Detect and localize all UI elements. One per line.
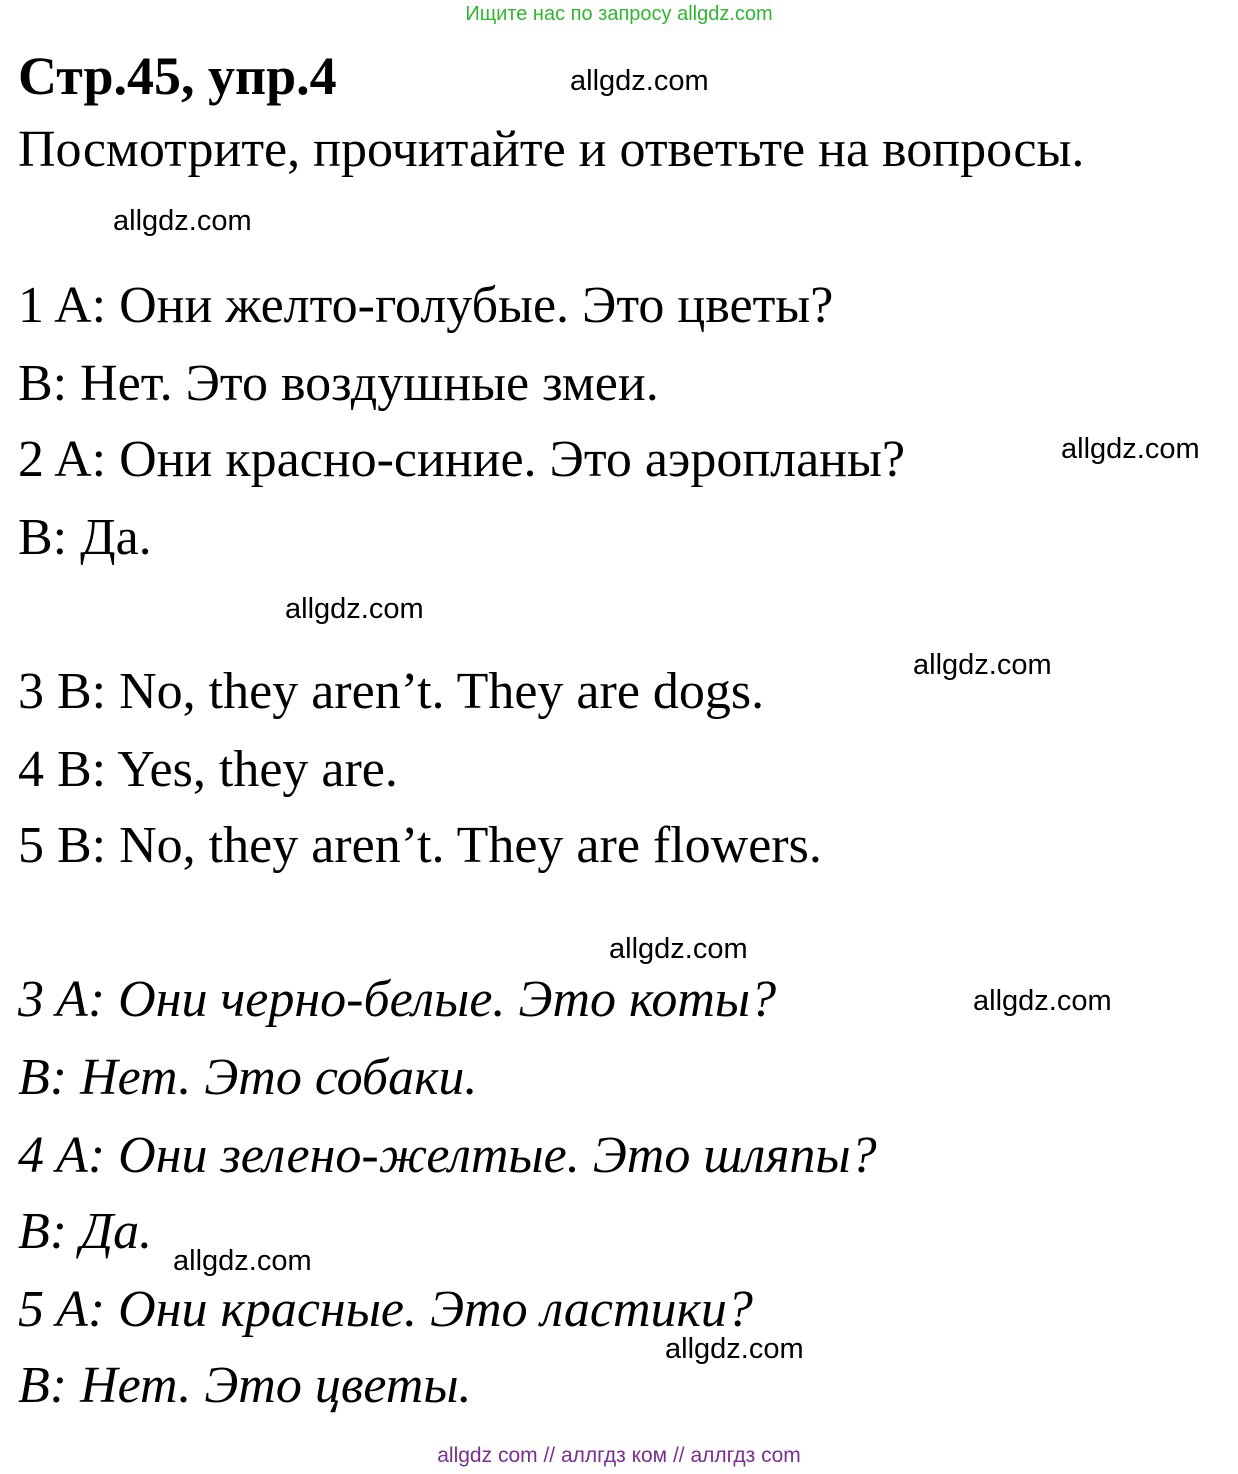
- answer-line: 5 B: No, they aren’t. They are flowers.: [18, 817, 822, 874]
- dialog-line: 2 A: Они красно-синие. Это аэропланы?: [18, 431, 906, 488]
- translation-line: 4 A: Они зелено-желтые. Это шляпы?: [18, 1127, 877, 1184]
- watermark: allgdz.com: [665, 1333, 804, 1365]
- dialog-line: B: Да.: [18, 509, 152, 566]
- dialog-line: 1 A: Они желто-голубые. Это цветы?: [18, 277, 834, 334]
- watermark: allgdz.com: [913, 649, 1052, 681]
- translation-line: 5 A: Они красные. Это ластики?: [18, 1281, 753, 1338]
- translation-line: B: Нет. Это собаки.: [18, 1049, 478, 1106]
- translation-line: B: Да.: [18, 1203, 153, 1260]
- translation-line: 3 A: Они черно-белые. Это коты?: [18, 971, 777, 1028]
- watermark: allgdz.com: [173, 1245, 312, 1277]
- watermark: allgdz.com: [1061, 433, 1200, 465]
- answer-line: 3 B: No, they aren’t. They are dogs.: [18, 663, 765, 720]
- watermark: allgdz.com: [609, 933, 748, 965]
- watermark: allgdz.com: [570, 65, 709, 97]
- page-title: Стр.45, упр.4: [18, 46, 337, 106]
- top-banner: Ищите нас по запросу allgdz.com: [465, 3, 773, 25]
- watermark: allgdz.com: [113, 205, 252, 237]
- footer-links: allgdz com // аллгдз ком // аллгдз com: [437, 1444, 801, 1467]
- watermark: allgdz.com: [285, 593, 424, 625]
- dialog-line: B: Нет. Это воздушные змеи.: [18, 355, 659, 412]
- answer-line: 4 B: Yes, they are.: [18, 741, 398, 798]
- translation-line: B: Нет. Это цветы.: [18, 1357, 472, 1414]
- exercise-instruction: Посмотрите, прочитайте и ответьте на вопросы.: [18, 121, 1085, 178]
- watermark: allgdz.com: [973, 985, 1112, 1017]
